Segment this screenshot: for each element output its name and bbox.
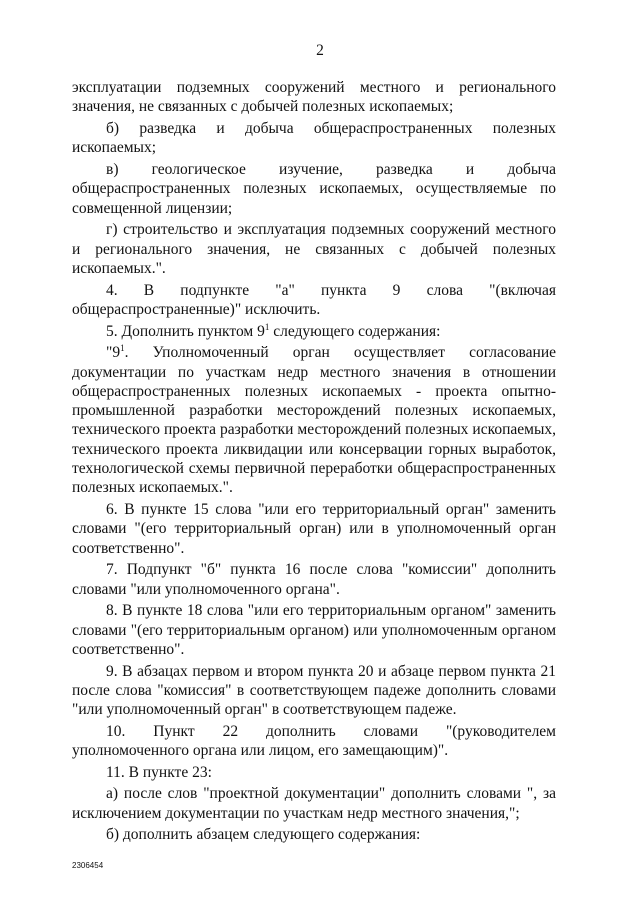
paragraph: в) геологическое изучение, разведка и добыча общераспространенных полезных ископаемых, осуществляемые по совмещенной лицензии; <box>72 160 556 217</box>
paragraph-text: 5. Дополнить пунктом 9 <box>106 322 265 340</box>
document-code: 2306454 <box>72 861 104 870</box>
document-body <box>72 78 556 847</box>
paragraph: 9. В абзацах первом и втором пункта 20 и абзаце первом пункта 21 после слова "комиссия" в соответствующем падеже дополнить словами "или уполномоченный орган" в соответствующем падеже. <box>72 662 556 719</box>
paragraph: 11. В пункте 23: <box>106 763 212 781</box>
paragraph: б) разведка и добыча общераспространенных полезных ископаемых; <box>72 119 556 157</box>
paragraph: эксплуатации подземных сооружений местного и регионального значения, не связанных с добычей полезных ископаемых; <box>72 79 556 116</box>
paragraph: а) после слов "проектной документации" дополнить словами ", за исключением документации по участкам недр местного значения,"; <box>72 785 556 822</box>
paragraph: б) дополнить абзацем следующего содержания: <box>106 826 421 844</box>
paragraph: 8. В пункте 18 слова "или его территориальным органом" заменить словами "(его территориальным органом) или уполномоченным органом соответственно". <box>72 602 556 658</box>
paragraph: 4. В подпункте "а" пункта 9 слова "(включая общераспространенные)" исключить. <box>72 281 556 318</box>
paragraph-text: следующего содержания: <box>269 322 441 340</box>
page-number: 2 <box>316 42 324 59</box>
paragraph: 7. Подпункт "б" пункта 16 после слова "комиссии" дополнить словами "или уполномоченного органа". <box>72 561 556 598</box>
paragraph <box>72 322 556 341</box>
superscript: 1 <box>120 343 125 354</box>
paragraph-text: "9 <box>106 344 121 362</box>
paragraph: 6. В пункте 15 слова "или его территориальный орган" заменить словами "(его территориальный орган) или в уполномоченный орган соответственно". <box>72 500 556 557</box>
paragraph <box>72 343 556 497</box>
paragraph-text: . Уполномоченный орган осуществляет согласование документации по участкам недр местного значения в отношении общераспространенных полезных ископаемых - проекта опытно-промышленной разработки месторождений полезных ископаемых, технического проекта разработки месторождений полезных ископаемых, технического проекта ликвидации или консервации горных выработок, технологической схемы первичной переработки общераспространенных полезных ископаемых.". <box>72 344 556 497</box>
paragraph: г) строительство и эксплуатация подземных сооружений местного и регионального значения, не связанных с добычей полезных ископаемых.". <box>72 221 556 277</box>
paragraph: 10. Пункт 22 дополнить словами "(руководителем уполномоченного органа или лицом, его замещающим)". <box>72 722 556 760</box>
superscript: 1 <box>264 321 270 332</box>
